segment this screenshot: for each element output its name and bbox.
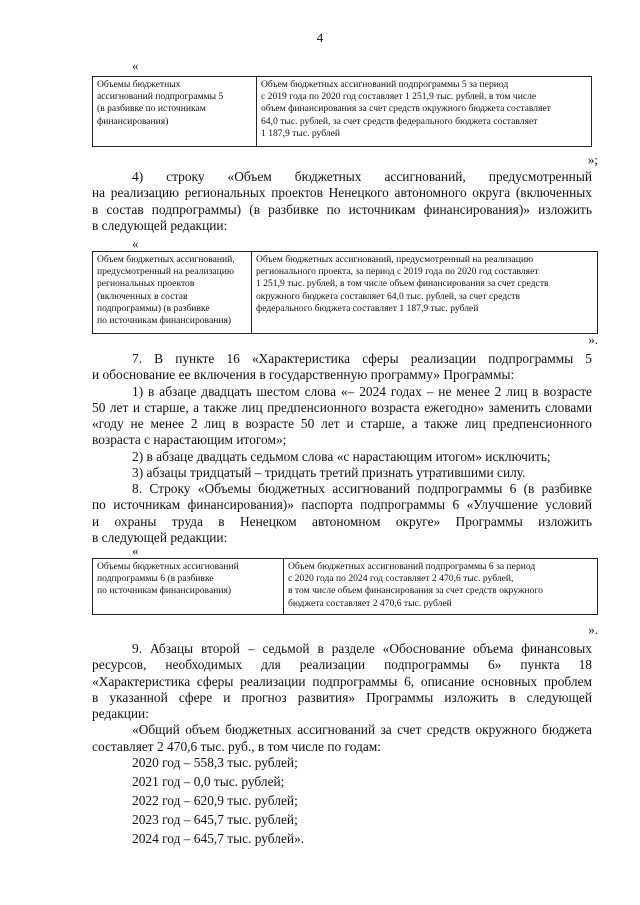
table1-right-line: 64,0 тыс. рублей, за счет средств федерального бюджета составляет [261,115,538,127]
table2-right-line: Объем бюджетных ассигнований, предусмотренный на реализацию [256,254,534,265]
table3-open-quote: « [132,543,139,558]
table3 [92,558,598,615]
paragraph-item-4 [92,169,592,234]
table3-right-line: с 2020 года по 2024 год составляет 2 470,6 тыс. рублей, [288,573,514,585]
table2-close-quote: ». [588,332,598,347]
text-line: ресурсов, необходимых для реализации подпрограммы 6» пункта 18 [92,657,592,673]
table1-right-cell [257,77,592,147]
table2-right-cell [252,252,598,334]
table2-right-line: окружного бюджета составляет 64,0 тыс. рублей, за счет средств [256,290,521,302]
table1-left-line: (в разбивке по источникам [97,103,206,115]
table3-right-line: в том числе объем финансирования за счет средств окружного [288,585,543,597]
table3-left-cell [93,559,284,615]
table3-left-line: Объемы бюджетных ассигнований [97,561,239,572]
text-line: 2) в абзаце двадцать седьмом слова «с нарастающим итогом» исключить; [132,448,551,464]
table1-right-line: объем финансирования за счет средств окружного бюджета составляет [261,103,551,115]
text-line: «году не менее 2 лиц в возрасте 50 лет и старше, а также лиц предпенсионного [92,416,592,432]
table2 [92,251,598,334]
table2-left-line: по источникам финансирования) [97,315,232,327]
text-line: и обоснование ее включения в государственную программу» Программы: [92,367,515,383]
paragraph-item-9 [92,641,592,755]
table1-left-line: ассигнований подпрограммы 5 [97,91,224,103]
page-number: 4 [316,30,324,45]
table2-left-line: подпрограммы) (в разбивке [97,302,210,314]
text-line: на реализацию региональных проектов Ненецкого автономного округа (включенных [92,185,592,201]
text-line: 9. Абзацы второй – седьмой в разделе «Обоснование объема финансовых [132,641,592,656]
table1-close-quote: »; [587,152,598,167]
table3-left-line: подпрограммы 6 (в разбивке [97,573,214,585]
table1 [92,76,592,147]
table1-open-quote: « [132,58,139,73]
text-line: 7. В пункте 16 «Характеристика сферы реализации подпрограммы 5 [132,351,592,366]
year-line: 2024 год – 645,7 тыс. рублей». [132,831,305,846]
table2-left-line: Объем бюджетных ассигнований, [97,254,235,265]
text-line: в следующей редакции: [92,217,228,233]
text-line: 50 лет и старше, а также лиц предпенсионного возраста ежегодно» заменить словами [92,399,592,415]
text-line: 1) в абзаце двадцать шестом слова «– 2024 годах – не менее 2 лиц в возрасте [132,383,592,399]
text-line: 8. Строку «Объемы бюджетных ассигнований подпрограммы 6 (в разбивке [132,481,592,496]
text-line: в следующей редакции: [92,529,228,545]
text-line: 3) абзацы тридцатый – тридцать третий признать утратившими силу. [132,465,526,481]
year-line: 2023 год – 645,7 тыс. рублей; [132,812,298,827]
table2-left-line: предусмотренный на реализацию [97,266,235,278]
year-line: 2022 год – 620,9 тыс. рублей; [132,793,298,808]
text-line: и охраны труда в Ненецком автономном округе» Программы изложить [92,513,592,529]
text-line: 4) строку «Объем бюджетных ассигнований, предусмотренный [132,169,592,184]
table2-left-line: региональных проектов [97,278,195,290]
table2-open-quote: « [132,236,139,251]
table2-right-line: регионального проекта, за период с 2019 года по 2020 год составляет [256,266,539,278]
table1-left-cell [93,77,257,147]
paragraph-item-8 [92,481,592,546]
table3-right-cell [284,559,598,615]
text-line: в состав подпрограммы) (в разбивке по источникам финансирования)» изложить [92,201,592,217]
text-line: «Общий объем бюджетных ассигнований за счет средств окружного бюджета [132,722,592,738]
table3-right-line: бюджета составляет 2 470,6 тыс. рублей [288,597,452,609]
year-line: 2020 год – 558,3 тыс. рублей; [132,755,298,770]
text-line: составляет 2 470,6 тыс. руб., в том числе по годам: [92,738,381,754]
table1-right-line: 1 187,9 тыс. рублей [261,127,341,139]
text-line: «Характеристика сферы реализации подпрограммы 6, описание основных проблем [92,673,592,689]
table1-right-line: с 2019 года по 2020 год составляет 1 251,9 тыс. рублей, в том числе [261,91,537,103]
table3-close-quote: ». [588,622,598,637]
text-line: в указанной сфере и прогноз развития» Программы изложить в следующей [92,689,592,705]
paragraph-item-7 [92,351,592,481]
table2-left-line: (включенных в состав [97,290,188,302]
table1-left-line: Объемы бюджетных [97,79,181,90]
table1-left-line: финансирования) [97,115,169,127]
table2-left-cell [93,252,252,334]
text-line: по источникам финансирования)» паспорта подпрограммы 6 «Улучшение условий [92,497,592,513]
table3-left-line: по источникам финансирования) [97,585,232,597]
table2-right-line: федерального бюджета составляет 1 187,9 тыс. рублей [256,302,479,314]
table2-right-line: 1 251,9 тыс. рублей, в том числе объем финансирования за счет средств [256,278,549,290]
text-line: редакции: [92,706,149,722]
year-line: 2021 год – 0,0 тыс. рублей; [132,774,285,789]
table3-right-line: Объем бюджетных ассигнований подпрограммы 6 за период [288,561,536,572]
table1-right-line: Объем бюджетных ассигнований подпрограммы 5 за период [261,79,509,90]
text-line: возраста с нарастающим итогом»; [92,432,287,448]
